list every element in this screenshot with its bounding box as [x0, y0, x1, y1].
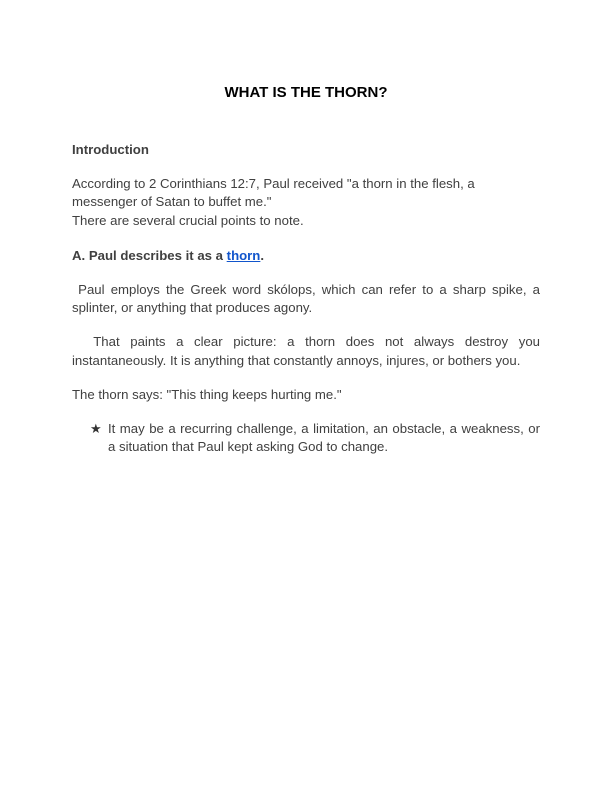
section-a-suffix: .	[260, 247, 265, 263]
intro-paragraph-line1: According to 2 Corinthians 12:7, Paul received "a thorn in the flesh, a messenger of Satan to buffet me."	[72, 176, 475, 210]
greek-word-paragraph: Paul employs the Greek word skólops, which can refer to a sharp spike, a splinter, or anything that produces agony.	[72, 282, 544, 316]
section-a-prefix: A. Paul describes it as a	[72, 247, 227, 263]
thorn-link[interactable]: thorn	[226, 247, 261, 263]
intro-paragraph-line2: There are several crucial points to note.	[72, 212, 304, 228]
star-bullet-icon: ★	[90, 421, 102, 437]
page-title: WHAT IS THE THORN?	[224, 84, 388, 101]
document-body	[72, 141, 544, 456]
intro-paragraph	[72, 175, 540, 230]
bullet-item	[72, 420, 540, 456]
thorn-says-paragraph: The thorn says: "This thing keeps hurting me."	[72, 386, 342, 402]
intro-heading: Introduction	[72, 142, 149, 157]
section-a-heading	[72, 247, 540, 265]
clear-picture-paragraph: That paints a clear picture: a thorn does not always destroy you instantaneously. It is anything that constantly annoys, injures, or bothers you.	[72, 334, 544, 368]
bullet-text: It may be a recurring challenge, a limitation, an obstacle, a weakness, or a situation that Paul kept asking God to change.	[108, 421, 540, 455]
